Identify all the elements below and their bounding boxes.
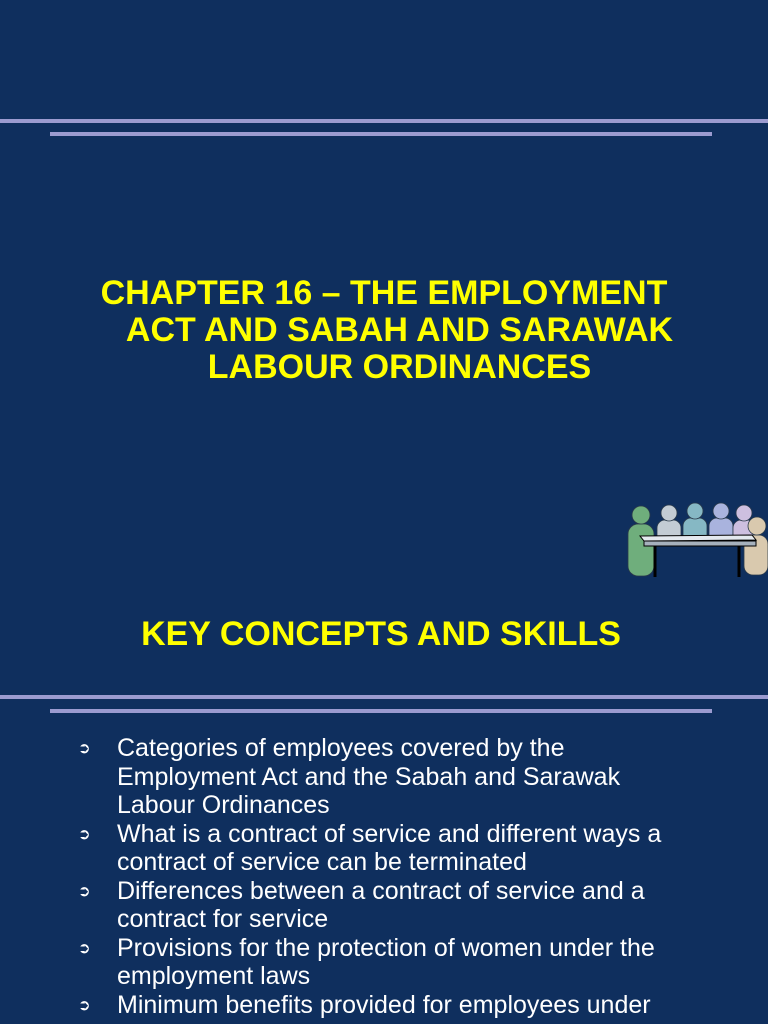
person-head	[748, 517, 766, 535]
top-divider-inner-line	[50, 132, 712, 136]
circled-arrow-icon: ➲	[78, 824, 91, 843]
person-head	[687, 503, 703, 519]
section-heading: KEY CONCEPTS AND SKILLS	[141, 615, 621, 653]
circled-arrow-icon: ➲	[78, 739, 91, 757]
circled-arrow-icon: ➲	[78, 938, 91, 957]
meeting-table-people-icon	[622, 498, 768, 580]
table-shape	[640, 535, 756, 577]
middle-divider-line	[0, 695, 768, 699]
list-item	[78, 734, 688, 820]
list-item	[78, 819, 688, 877]
title-line: CHAPTER 16 – THE EMPLOYMENT	[100, 274, 668, 312]
list-item-text: What is a contract of service and different ways a contract of service can be terminated	[117, 819, 662, 876]
table-top	[640, 535, 756, 541]
list-item	[78, 876, 688, 934]
person-body	[628, 524, 654, 576]
person-head	[661, 505, 677, 521]
person-head	[736, 505, 752, 521]
list-item	[78, 933, 688, 991]
list-item-text: Categories of employees covered by the Employment Act and the Sabah and Sarawak Labour Ordinances	[117, 734, 621, 819]
title-line: ACT AND SABAH AND SARAWAK	[125, 311, 674, 349]
table-edge	[644, 541, 756, 546]
middle-divider-inner-line	[50, 709, 712, 713]
key-concepts-list	[78, 734, 688, 1019]
person-head	[632, 506, 650, 524]
top-divider-line	[0, 119, 768, 123]
list-item-text: Provisions for the protection of women under the employment laws	[117, 933, 655, 990]
circled-arrow-icon: ➲	[78, 995, 91, 1014]
list-item-text: Differences between a contract of service and a contract for service	[117, 876, 645, 933]
person-head	[713, 503, 729, 519]
chapter-title	[0, 275, 768, 386]
list-item	[78, 990, 688, 1020]
title-line: LABOUR ORDINANCES	[207, 348, 592, 386]
circled-arrow-icon: ➲	[78, 881, 91, 900]
list-item-text: Minimum benefits provided for employees under	[117, 990, 651, 1019]
